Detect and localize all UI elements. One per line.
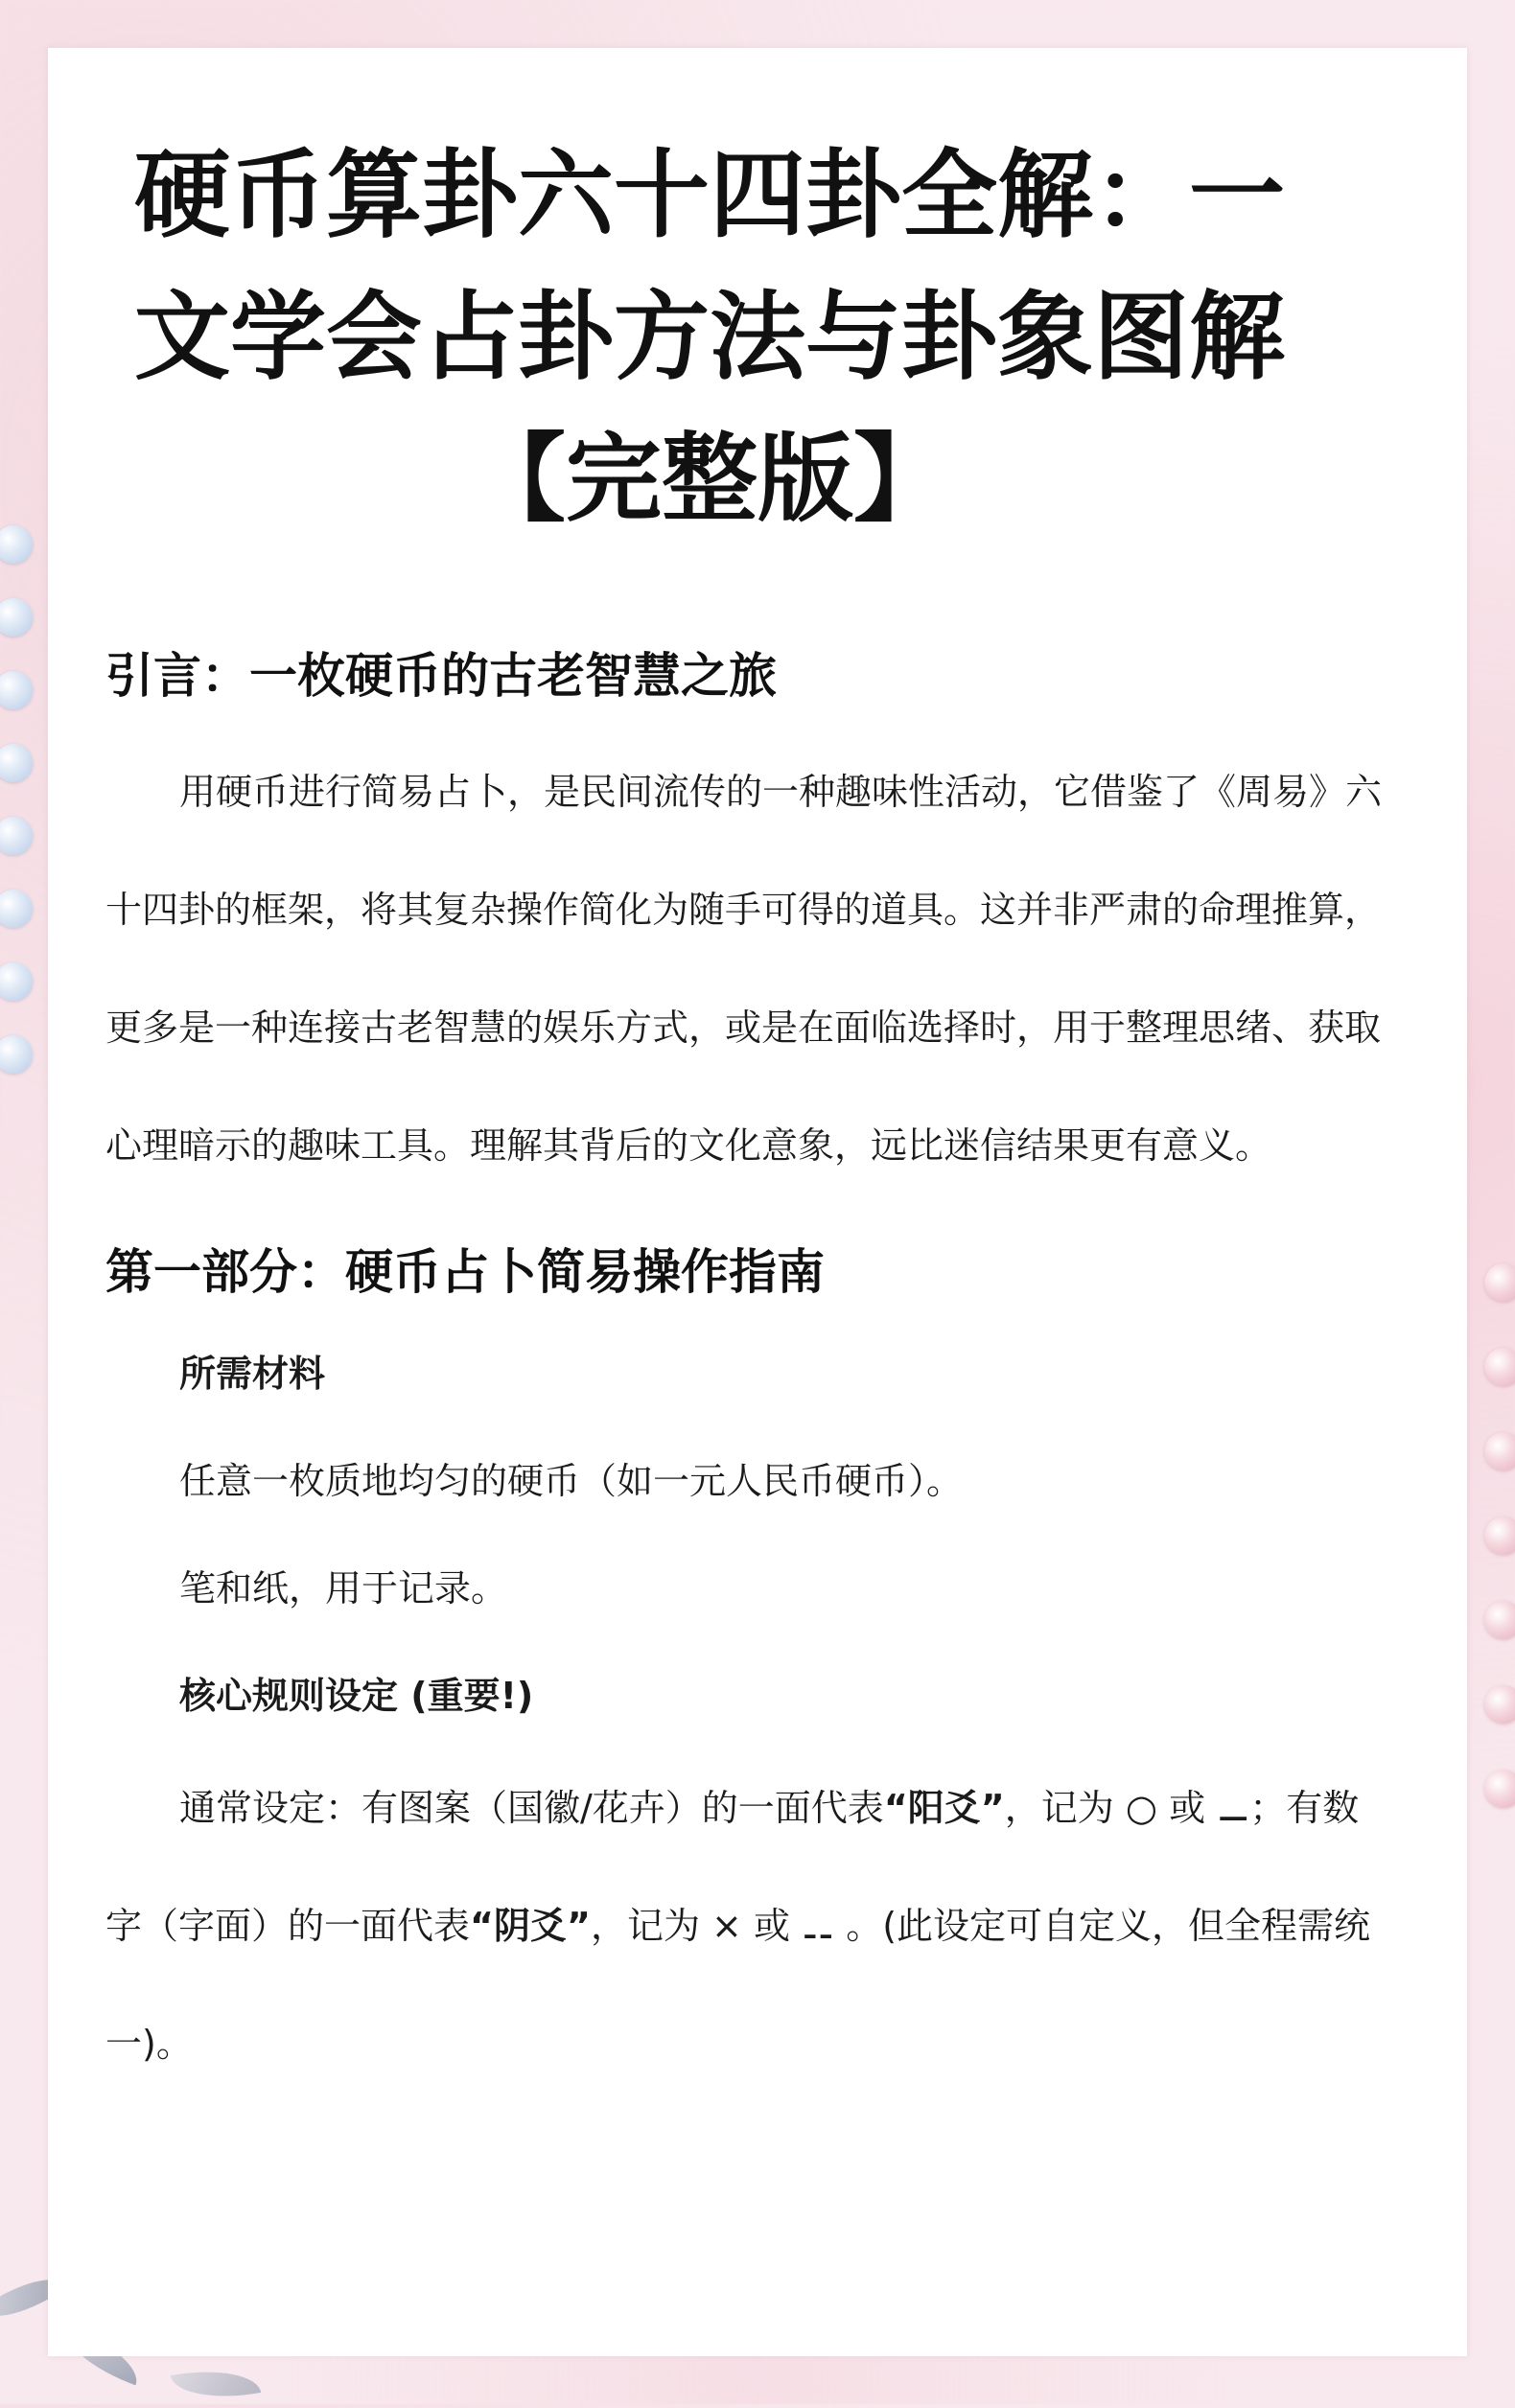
rules-heading: 核心规则设定 (重要!)	[179, 1675, 534, 1717]
bubble-decoration	[1484, 1685, 1515, 1724]
intro-paragraph: 用硬币进行简易占卜，是民间流传的一种趣味性活动，它借鉴了《周易》六十四卦的框架，将其复杂操作简化为随手可得的道具。这并非严肃的命理推算，更多是一种连接古老智慧的娱乐方式，或是在面临选择时，用于整理思绪、获取心理暗示的趣味工具。理解其背后的文化意象，远比迷信结果更有意义。	[105, 771, 1383, 1167]
bubble-decoration	[0, 1035, 33, 1074]
yang-term: “阳爻”	[883, 1787, 1005, 1829]
part1-heading: 第一部分：硬币占卜简易操作指南	[105, 1244, 825, 1300]
leaf-decoration	[171, 2360, 262, 2407]
materials-heading: 所需材料	[179, 1353, 326, 1395]
rules-paragraph	[105, 1749, 1392, 2103]
bubble-decoration	[0, 890, 33, 928]
bubble-decoration	[1484, 1348, 1515, 1386]
bubble-decoration	[0, 744, 33, 782]
bubble-decoration	[0, 962, 33, 1001]
material-item: 笔和纸，用于记录。	[179, 1567, 508, 1609]
rules-text: ，记为 × 或 ⚋ 。(此设定可自定义，但全程需统一)。	[105, 1905, 1371, 2065]
bubble-decoration	[1484, 1517, 1515, 1555]
document-body	[105, 628, 1392, 2103]
page-title: 硬币算卦六十四卦全解：一文学会占卦方法与卦象图解【完整版】	[134, 139, 1285, 535]
rules-text: 通常设定：有图案（国徽/花卉）的一面代表	[179, 1787, 884, 1829]
bubble-decoration	[0, 525, 33, 564]
bubble-decoration	[1484, 1770, 1515, 1808]
rules-text: ，记为 ○ 或 ⚊；有数字（字面）的一面代表	[105, 1787, 1360, 1947]
right-bubble-decoration	[1471, 1263, 1515, 1854]
yin-term: “阴爻”	[470, 1905, 591, 1947]
intro-heading: 引言：一枚硬币的古老智慧之旅	[105, 648, 777, 704]
bubble-decoration	[0, 671, 33, 709]
bubble-decoration	[0, 817, 33, 855]
material-item: 任意一枚质地均匀的硬币（如一元人民币硬币）。	[179, 1460, 964, 1502]
bubble-decoration	[1484, 1432, 1515, 1470]
left-bubble-decoration	[0, 525, 44, 1108]
bubble-decoration	[1484, 1601, 1515, 1639]
bubble-decoration	[1484, 1263, 1515, 1302]
bubble-decoration	[0, 598, 33, 637]
